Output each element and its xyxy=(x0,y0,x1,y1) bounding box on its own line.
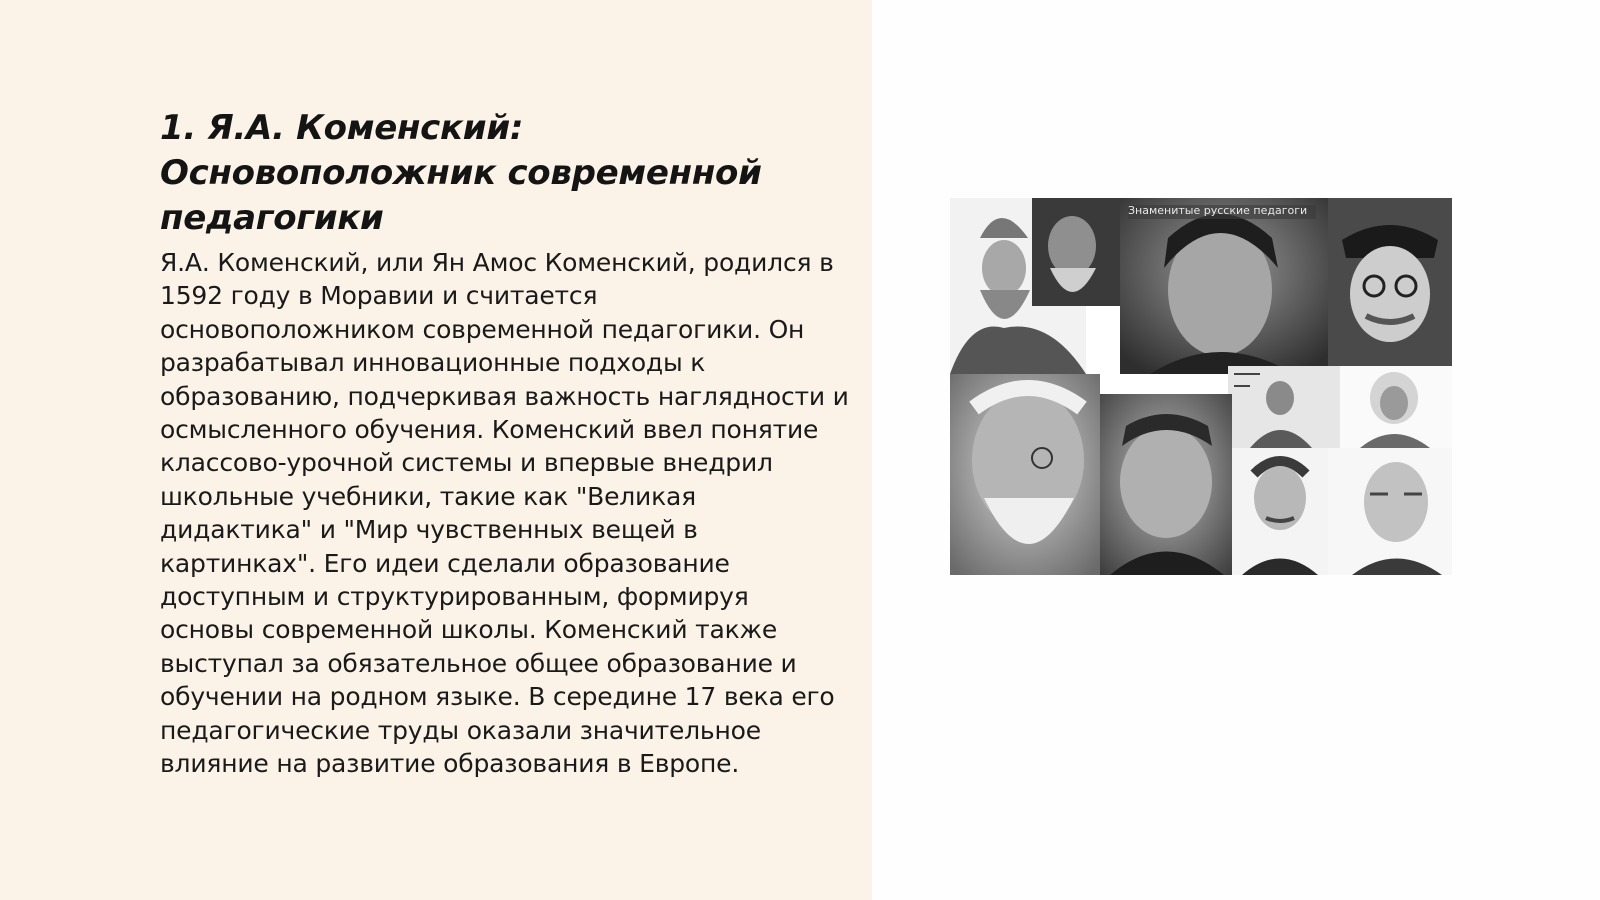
portrait-man-with-glasses xyxy=(1328,198,1452,366)
portrait-man-with-mustache xyxy=(1232,448,1328,575)
portrait-bald-man xyxy=(1328,448,1452,575)
portrait-man-at-blackboard xyxy=(1228,366,1340,448)
educators-photo-collage xyxy=(950,198,1452,575)
portrait-man-in-suit xyxy=(1100,394,1232,575)
portrait-man-in-wig xyxy=(1340,366,1452,448)
slide-body-text: Я.А. Коменский, или Ян Амос Коменский, родился в 1592 году в Моравии и считается основоположником современной педагогики. Он разрабатывал инновационные подходы к образованию, подчеркивая важность наглядности и осмысленного обучения. Коменский ввел понятие классово-урочной системы и впервые внедрил школьные учебники, такие как "Великая дидактика" и "Мир чувственных вещей в картинках". Его идеи сделали образование доступным и структурированным, формируя основы современной школы. Коменский также выступал за обязательное общее образование и обучении на родном языке. В середине 17 века его педагогические труды оказали значительное влияние на развитие образования в Европе. xyxy=(160,248,849,779)
portrait-old-man-pince-nez xyxy=(950,374,1100,575)
portrait-old-man-dark xyxy=(1032,198,1120,306)
collage-caption: Знаменитые русские педагоги xyxy=(1128,204,1308,217)
slide-title: 1. Я.А. Коменский: Основоположник современной педагогики xyxy=(160,108,762,238)
collage-drawing xyxy=(950,198,1452,575)
portrait-central-man xyxy=(1120,198,1328,374)
